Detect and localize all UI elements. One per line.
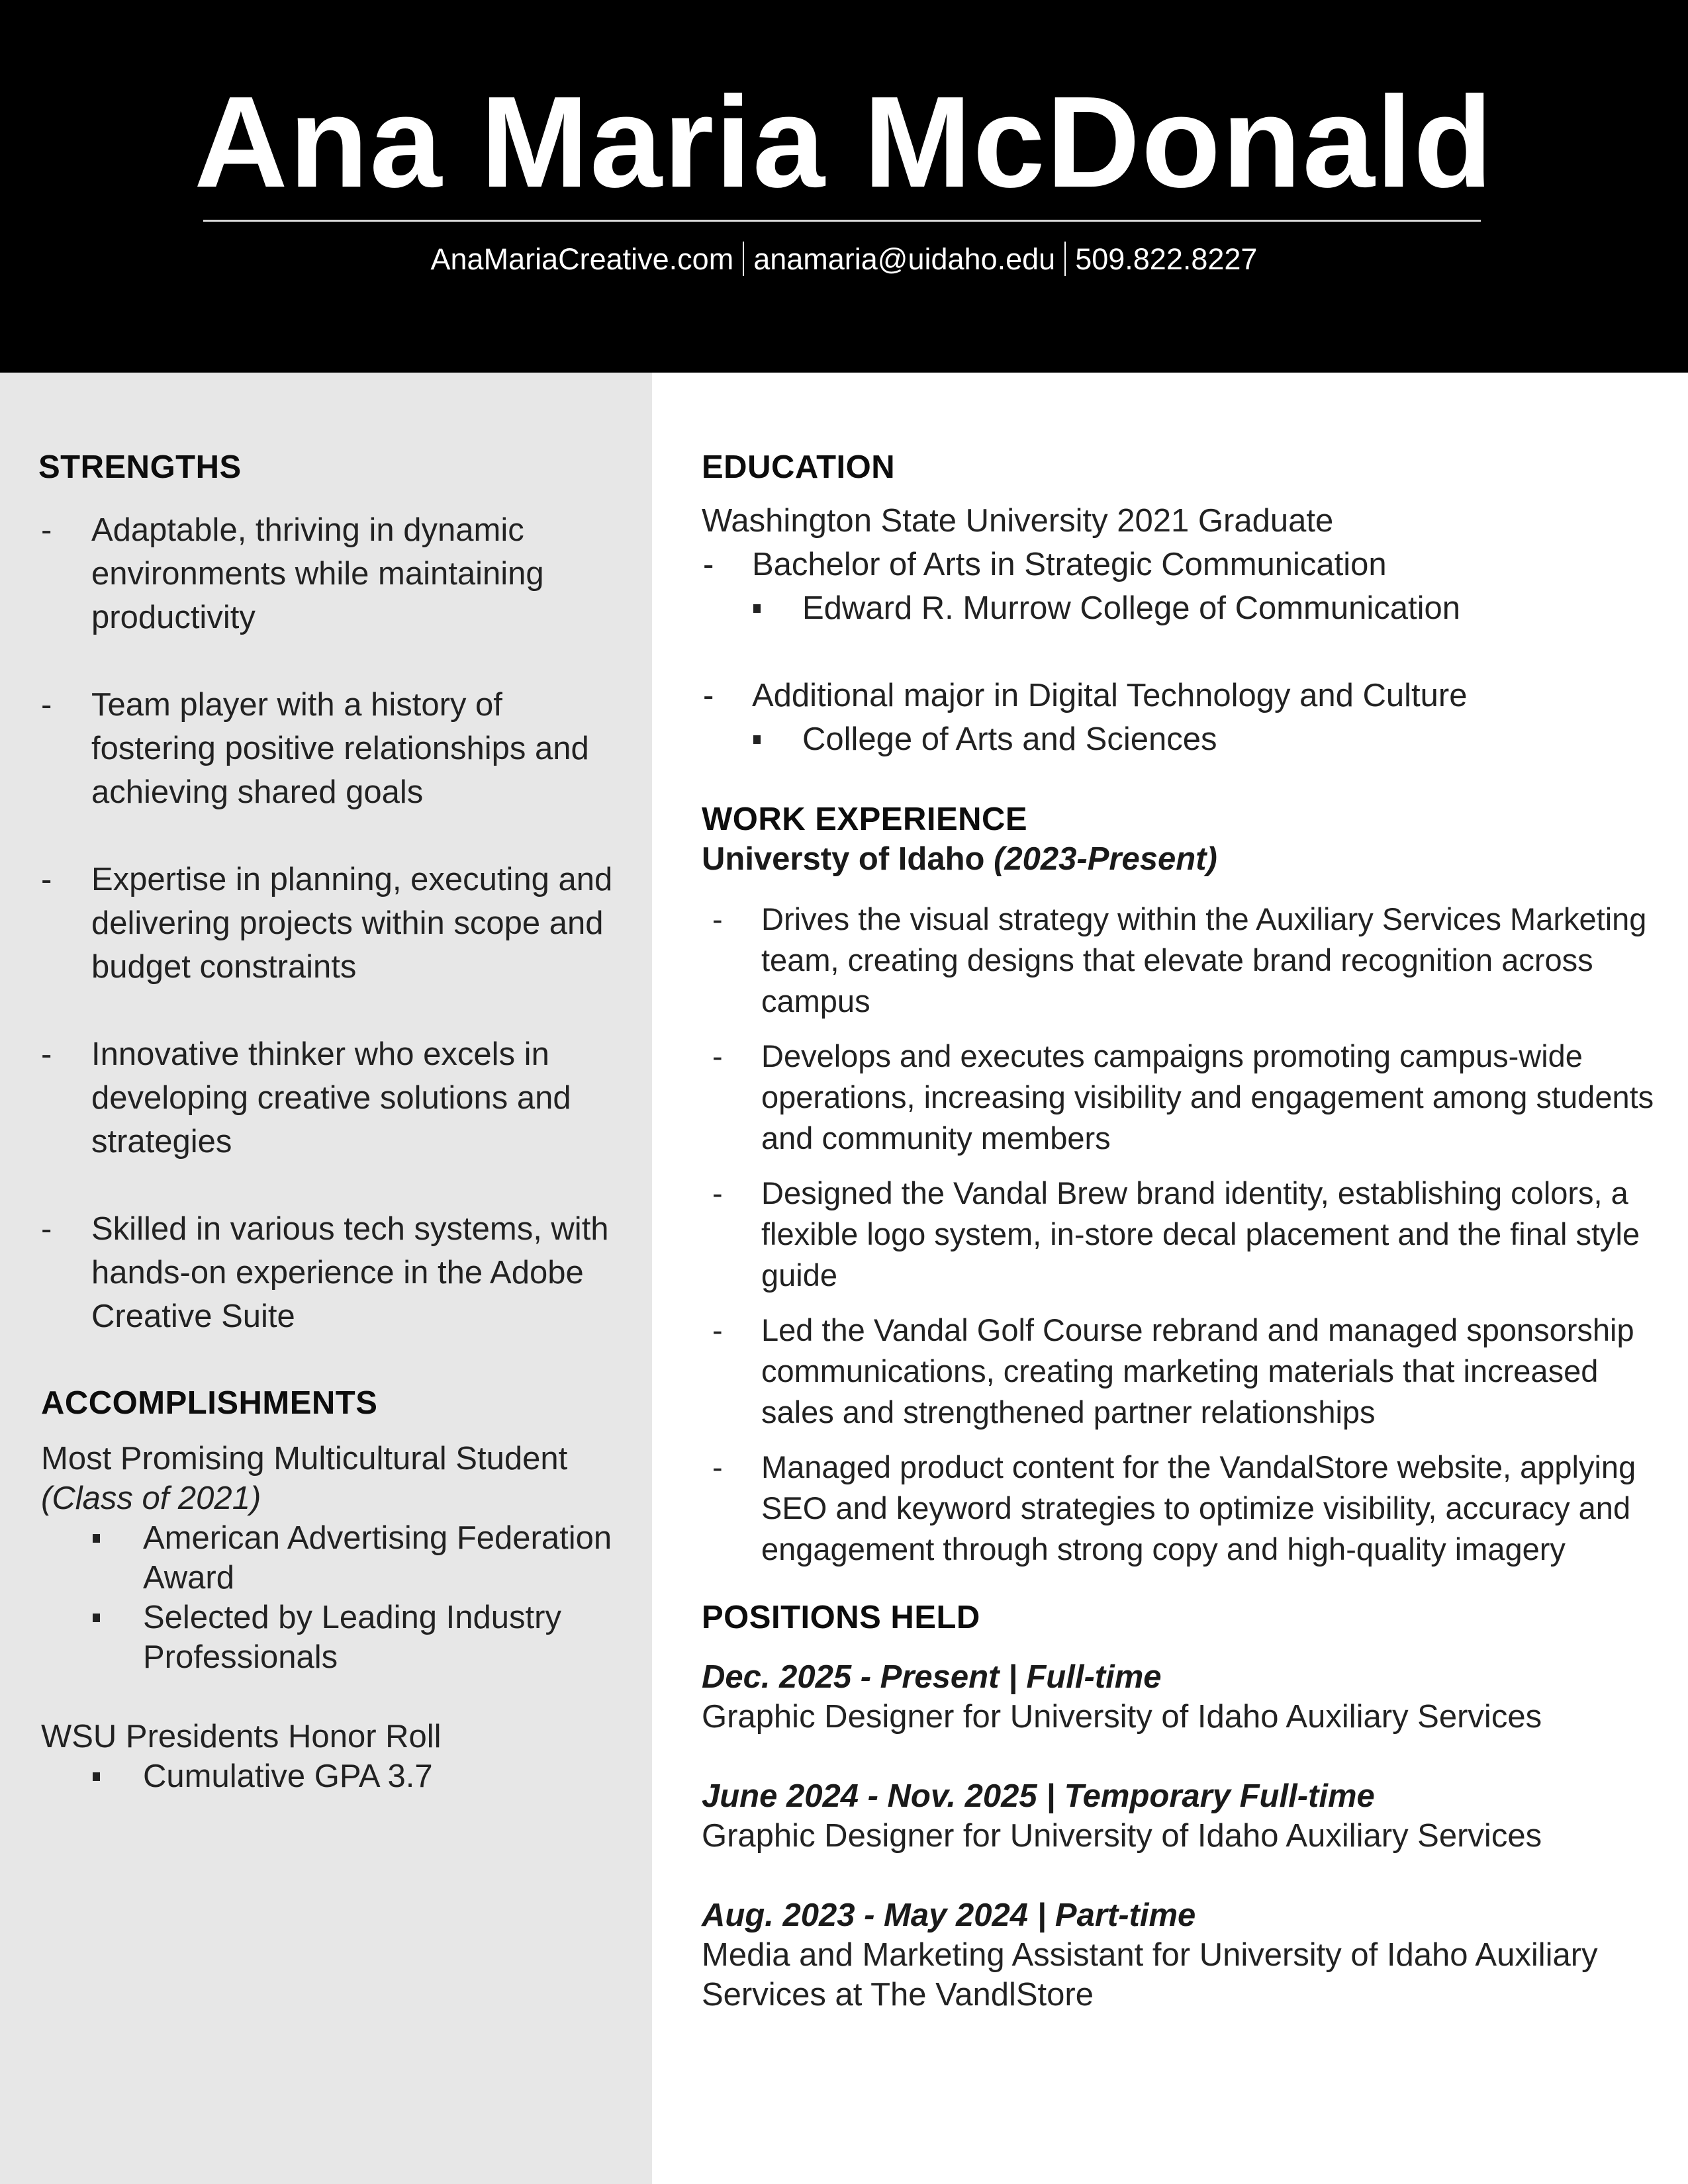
dash-bullet: - [703,678,714,713]
detail-text: Cumulative GPA 3.7 [143,1758,433,1794]
spacer [41,1677,637,1717]
position-role: Graphic Designer for University of Idaho Auxiliary Services [702,1818,1542,1854]
college-text: Edward R. Murrow College of Communication [802,590,1460,626]
strength-item [38,508,634,639]
accomplishment-group [41,1717,637,1796]
strength-text: Adaptable, thriving in dynamic environments while maintaining productivity [91,512,544,635]
degree-text: Additional major in Digital Technology and Culture [752,678,1468,713]
strengths-section [38,447,634,1382]
work-duty-item [702,1447,1662,1570]
duty-text: Led the Vandal Golf Course rebrand and managed sponsorship communications, creating marketing materials that increased sales and strengthened partner relationships [761,1312,1634,1430]
square-bullet-icon [93,1772,100,1781]
dash-bullet: - [41,687,52,723]
website-link[interactable]: AnaMariaCreative.com [430,242,734,276]
college-text: College of Arts and Sciences [802,721,1217,757]
degree-item [702,674,1662,717]
accomplishments-section [41,1383,637,1796]
separator [1064,242,1066,276]
duty-text: Drives the visual strategy within the Auxiliary Services Marketing team, creating designs that elevate brand recognition across campus [761,901,1647,1019]
strength-item [38,1207,634,1338]
dash-bullet: - [712,1449,723,1484]
employer-line [702,839,1662,879]
resume-header [0,0,1688,373]
school-name: Washington State University 2021 Graduate [702,503,1334,539]
work-duty-item [702,1310,1662,1433]
candidate-name: Ana Maria McDonald [194,69,1494,214]
strength-text: Expertise in planning, executing and delivering projects within scope and budget constraints [91,862,613,985]
degree-text: Bachelor of Arts in Strategic Communication [752,547,1387,582]
employer-name: Universty of Idaho [702,841,985,877]
separator [743,242,744,276]
main-column [702,447,1662,2054]
dash-bullet: - [41,862,52,897]
college-item [702,586,1662,630]
dash-bullet: - [712,1312,723,1347]
accomplishment-note: (Class of 2021) [41,1480,261,1516]
dash-bullet: - [712,1175,723,1210]
accomplishment-detail [41,1598,637,1677]
education-section [702,447,1662,761]
education-heading: EDUCATION [702,449,896,485]
position-dates: June 2024 - Nov. 2025 | Temporary Full-time [702,1778,1375,1814]
phone-number[interactable]: 509.822.8227 [1075,242,1258,276]
position-entry [702,1776,1662,1856]
work-experience-heading: WORK EXPERIENCE [702,801,1028,837]
strength-item [38,858,634,989]
strength-text: Team player with a history of fostering positive relationships and achieving shared goals [91,687,589,810]
accomplishment-title: WSU Presidents Honor Roll [41,1719,442,1754]
spacer [702,630,1662,674]
work-experience-section [702,799,1662,1570]
work-duty-item [702,1173,1662,1296]
position-dates: Aug. 2023 - May 2024 | Part-time [702,1897,1196,1933]
square-bullet-icon [93,1614,100,1622]
accomplishment-detail [41,1756,637,1796]
duty-text: Develops and executes campaigns promoting campus-wide operations, increasing visibility and engagement among students and community members [761,1038,1654,1156]
accomplishments-heading: ACCOMPLISHMENTS [41,1385,378,1421]
college-item [702,717,1662,761]
degree-item [702,543,1662,586]
header-divider [203,220,1481,222]
square-bullet-icon [93,1534,100,1543]
duty-text: Designed the Vandal Brew brand identity, establishing colors, a flexible logo system, in-store decal placement and the final style guide [761,1175,1640,1293]
contact-line [0,240,1688,279]
accomplishment-title: Most Promising Multicultural Student [41,1441,568,1477]
strengths-heading: STRENGTHS [38,449,242,485]
dash-bullet: - [41,512,52,548]
strength-text: Innovative thinker who excels in developing creative solutions and strategies [91,1036,571,1160]
work-duties-list [702,899,1662,1570]
accomplishment-detail [41,1518,637,1598]
strength-text: Skilled in various tech systems, with hands-on experience in the Adobe Creative Suite [91,1211,609,1334]
position-role: Graphic Designer for University of Idaho Auxiliary Services [702,1699,1542,1735]
dash-bullet: - [712,1038,723,1073]
position-role: Media and Marketing Assistant for University of Idaho Auxiliary Services at The VandlStore [702,1937,1598,2013]
work-duty-item [702,1036,1662,1159]
dash-bullet: - [703,547,714,582]
detail-text: Selected by Leading Industry Professionals [143,1600,561,1675]
employment-period: (2023-Present) [994,841,1217,877]
strength-item [38,683,634,814]
work-duty-item [702,899,1662,1022]
position-entry [702,1895,1662,2015]
detail-text: American Advertising Federation Award [143,1520,612,1596]
position-dates: Dec. 2025 - Present | Full-time [702,1659,1162,1695]
accomplishment-group [41,1439,637,1677]
dash-bullet: - [41,1036,52,1072]
square-bullet-icon [753,735,761,744]
dash-bullet: - [712,901,723,936]
position-entry [702,1657,1662,1737]
dash-bullet: - [41,1211,52,1247]
strength-item [38,1032,634,1163]
positions-held-heading: POSITIONS HELD [702,1600,980,1635]
positions-held-section [702,1598,1662,2015]
square-bullet-icon [753,604,761,613]
duty-text: Managed product content for the VandalStore website, applying SEO and keyword strategies to optimize visibility, accuracy and engagement through strong copy and high-quality imagery [761,1449,1636,1567]
email-link[interactable]: anamaria@uidaho.edu [753,242,1056,276]
